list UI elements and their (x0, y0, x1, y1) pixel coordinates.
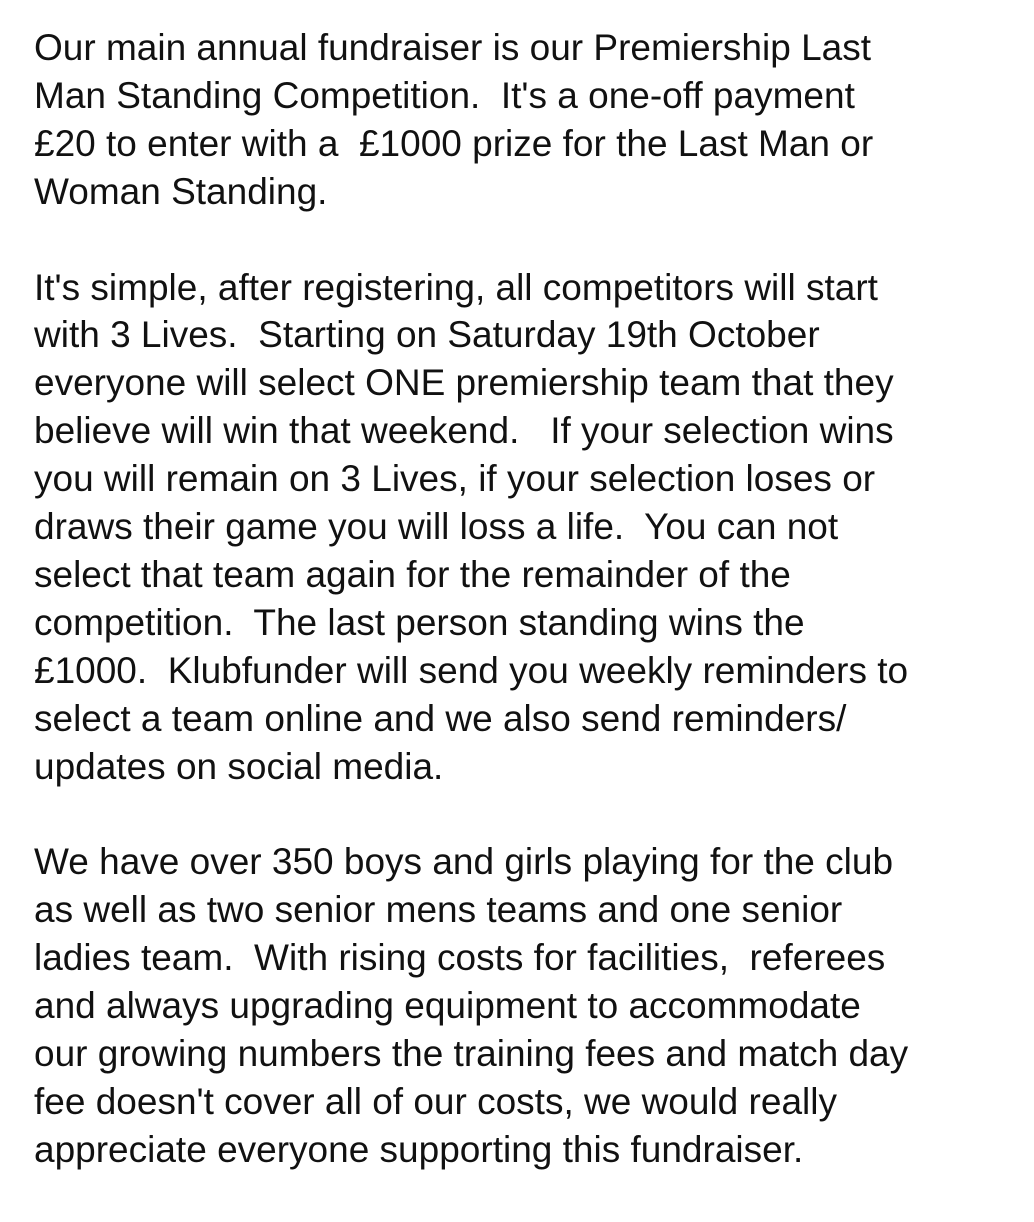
text-line: updates on social media. (34, 745, 444, 787)
text-line: select a team online and we also send reminders/ (34, 697, 847, 739)
text-line: £1000. Klubfunder will send you weekly reminders to (34, 649, 909, 691)
paragraph-rules (34, 264, 1024, 791)
post-body (34, 24, 1024, 1222)
paragraph-club-info (34, 838, 1024, 1173)
text-line: We have over 350 boys and girls playing for the club (34, 841, 894, 883)
text-line: you will remain on 3 Lives, if your selection loses or (34, 458, 876, 500)
text-line: appreciate everyone supporting this fundraiser. (34, 1128, 804, 1170)
text-line: with 3 Lives. Starting on Saturday 19th October (34, 314, 820, 356)
text-line: fee doesn't cover all of our costs, we would really (34, 1080, 837, 1122)
text-line: competition. The last person standing wins the (34, 601, 805, 643)
text-line: as well as two senior mens teams and one senior (34, 889, 843, 931)
text-line: Man Standing Competition. It's a one-off payment (34, 74, 855, 116)
text-line: and always upgrading equipment to accommodate (34, 985, 861, 1027)
text-line: Woman Standing. (34, 170, 328, 212)
text-line: It's simple, after registering, all competitors will start (34, 266, 878, 308)
text-line: believe will win that weekend. If your selection wins (34, 410, 894, 452)
text-line: ladies team. With rising costs for facilities, referees (34, 937, 886, 979)
paragraph-competition-intro (34, 24, 1024, 216)
text-line: draws their game you will loss a life. You can not (34, 506, 839, 548)
text-line: Our main annual fundraiser is our Premiership Last (34, 27, 871, 68)
text-line: our growing numbers the training fees and match day (34, 1033, 909, 1074)
text-line: select that team again for the remainder of the (34, 553, 791, 595)
text-line: everyone will select ONE premiership team that they (34, 362, 894, 404)
text-line: £20 to enter with a £1000 prize for the Last Man or (34, 122, 874, 164)
